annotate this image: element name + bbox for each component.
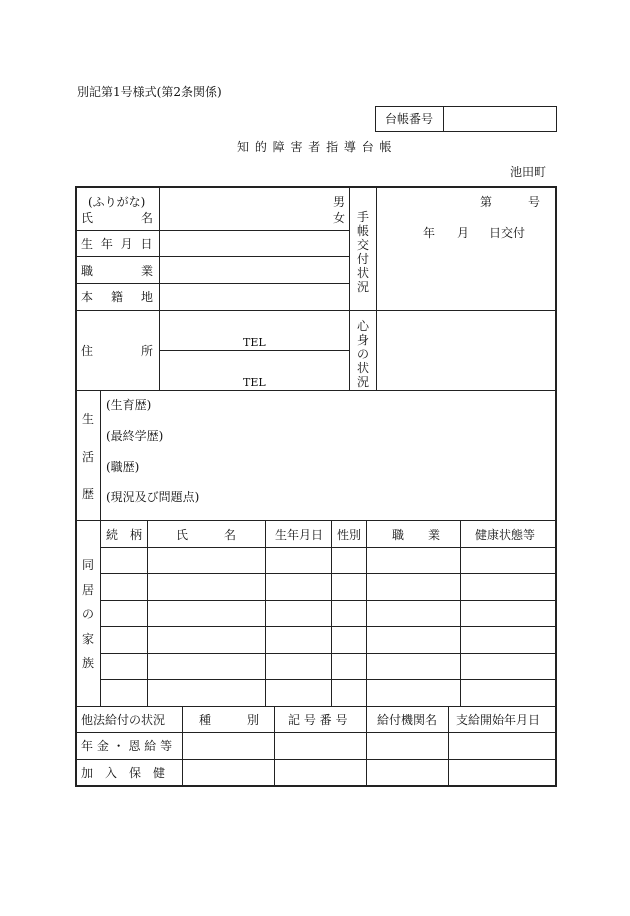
life-family-label-col — [100, 391, 101, 706]
domicile-label-1: 本 — [81, 290, 94, 304]
life-label-2: 活 — [82, 450, 95, 464]
domicile-label-3: 地 — [141, 290, 154, 304]
handbook-field[interactable] — [378, 188, 554, 308]
handbook-number-suffix: 号 — [528, 195, 541, 209]
regulation-label: 別記第1号様式(第2条関係) — [77, 85, 222, 99]
address-label-1: 住 — [81, 344, 94, 358]
municipality-label: 池田町 — [510, 165, 547, 179]
occupation-field[interactable] — [161, 258, 347, 281]
family-header-relation: 続 柄 — [106, 528, 143, 542]
section-divider — [76, 520, 556, 521]
family-header-occupation: 職 業 — [392, 528, 441, 542]
occupation-label-1: 職 — [81, 264, 94, 278]
address-field-2[interactable] — [161, 352, 347, 388]
domicile-label-2: 籍 — [111, 290, 124, 304]
furigana-label: (ふりがな) — [88, 195, 146, 209]
life-label-1: 生 — [82, 412, 95, 426]
family-header-sex: 性別 — [337, 528, 362, 542]
form-title: 知 的 障 害 者 指 導 台 帳 — [237, 140, 393, 154]
life-item-career: (職歴) — [106, 460, 140, 474]
family-label-4: 家 — [82, 632, 95, 646]
birth-label: 生 年 月 日 — [81, 237, 155, 251]
benefit-header-agency: 給付機関名 — [377, 713, 438, 727]
handbook-label-col — [376, 187, 377, 310]
sex-male: 男 — [333, 195, 346, 209]
ledger-number-field[interactable] — [445, 108, 555, 130]
section-divider — [76, 706, 556, 707]
section-divider — [76, 390, 556, 391]
domicile-field[interactable] — [161, 285, 347, 308]
benefit-col-divider — [182, 707, 183, 786]
benefit-header-start: 支給開始年月日 — [456, 713, 541, 727]
address-divider — [160, 350, 349, 351]
family-header-name: 氏 名 — [176, 528, 237, 542]
name-label-2: 名 — [141, 211, 154, 225]
address-value-col — [349, 311, 350, 390]
family-label-3: の — [82, 607, 95, 621]
handbook-number-prefix: 第 — [480, 195, 493, 209]
address-label-2: 所 — [141, 344, 154, 358]
handbook-label: 手帳交付状況 — [356, 210, 369, 294]
personal-label-col — [159, 187, 160, 310]
name-label-1: 氏 — [81, 211, 94, 225]
handbook-month: 月 — [457, 226, 470, 240]
handbook-year: 年 — [423, 226, 436, 240]
family-label-2: 居 — [82, 583, 95, 597]
family-label-5: 族 — [82, 656, 95, 670]
benefit-rows-area[interactable] — [184, 734, 554, 784]
address-field-1[interactable] — [161, 312, 347, 348]
family-header-birth: 生年月日 — [275, 528, 324, 542]
life-item-education: (最終学歴) — [106, 429, 164, 443]
sex-female: 女 — [333, 211, 346, 225]
mind-body-label: 心身の状況 — [356, 319, 369, 389]
row-divider — [76, 256, 349, 257]
ledger-number-label: 台帳番号 — [385, 112, 434, 126]
occupation-label-2: 業 — [141, 264, 154, 278]
tel-label-1: TEL — [243, 336, 266, 349]
row-divider — [76, 230, 349, 231]
mindbody-label-col — [376, 311, 377, 390]
handbook-day: 日交付 — [489, 226, 526, 240]
benefit-row-insurance: 加 入 保 健 — [81, 766, 166, 780]
mind-body-field[interactable] — [378, 312, 554, 388]
benefit-row-pension: 年 金 ・ 恩 給 等 — [81, 739, 173, 753]
benefit-header-type: 種 別 — [199, 713, 260, 727]
family-label-1: 同 — [82, 558, 95, 572]
name-field[interactable] — [161, 188, 329, 228]
row-divider — [76, 283, 349, 284]
life-item-growth: (生育歴) — [106, 398, 152, 412]
benefit-row-divider — [76, 732, 556, 733]
life-label-3: 歴 — [82, 487, 95, 501]
benefit-header-status: 他法給付の状況 — [81, 713, 166, 727]
family-rows-area[interactable] — [102, 549, 554, 704]
life-history-field[interactable] — [102, 392, 554, 518]
personal-value-col — [349, 187, 350, 310]
life-item-current: (現況及び問題点) — [106, 490, 200, 504]
section-divider — [76, 310, 556, 311]
tel-label-2: TEL — [243, 376, 266, 389]
ledger-number-divider — [443, 106, 444, 132]
birth-field[interactable] — [161, 232, 347, 254]
family-header-health: 健康状態等 — [475, 528, 536, 542]
family-row-divider — [101, 547, 556, 548]
benefit-header-number: 記 号 番 号 — [288, 713, 348, 727]
